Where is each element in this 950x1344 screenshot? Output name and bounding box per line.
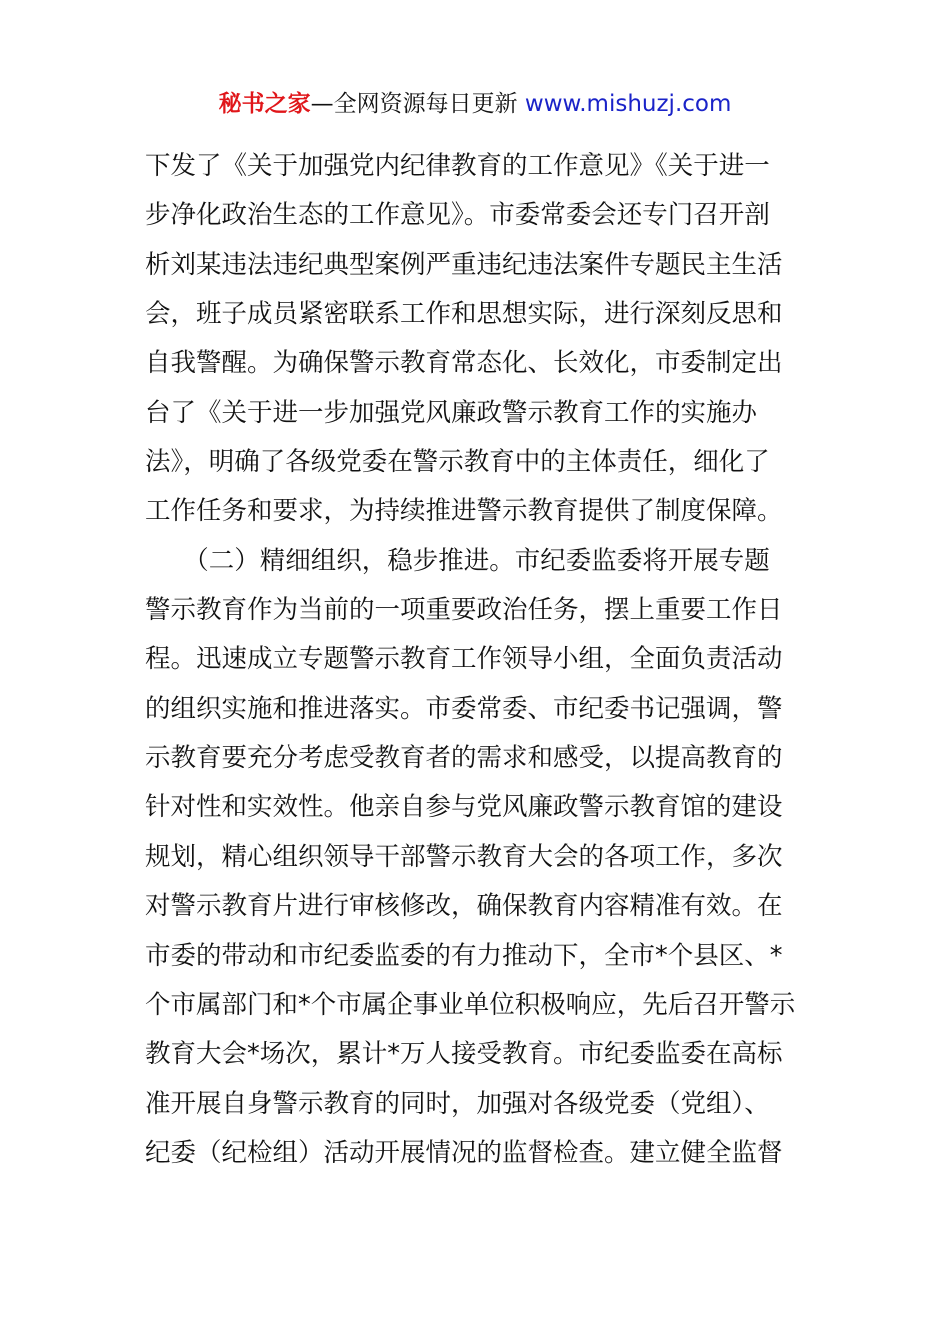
- text-line: 程。迅速成立专题警示教育工作领导小组，全面负责活动: [145, 644, 783, 675]
- text-line: 教育大会*场次，累计*万人接受教育。市纪委监委在高标: [145, 1039, 783, 1070]
- text-line: （二）精细组织，稳步推进。市纪委监委将开展专题: [145, 545, 770, 576]
- page-header: [0, 86, 950, 122]
- text-line: 工作任务和要求，为持续推进警示教育提供了制度保障。: [145, 496, 783, 527]
- text-line: 下发了《关于加强党内纪律教育的工作意见》《关于进一: [145, 151, 770, 181]
- text-line: 针对性和实效性。他亲自参与党风廉政警示教育馆的建设: [145, 792, 783, 823]
- text-line: 警示教育作为当前的一项重要政治任务，摆上重要工作日: [145, 595, 783, 626]
- document-body: [145, 142, 810, 1178]
- text-line: 会，班子成员紧密联系工作和思想实际，进行深刻反思和: [145, 299, 783, 330]
- site-tagline: —全网资源每日更新: [310, 91, 525, 117]
- text-line: 个市属部门和*个市属企事业单位积极响应，先后召开警示: [145, 989, 796, 1020]
- text-line: 规划，精心组织领导干部警示教育大会的各项工作，多次: [145, 841, 783, 872]
- text-line: 自我警醒。为确保警示教育常态化、长效化，市委制定出: [145, 348, 783, 379]
- text-line: 步净化政治生态的工作意见》。市委常委会还专门召开剖: [145, 200, 770, 231]
- text-line: 市委的带动和市纪委监委的有力推动下，全市*个县区、*: [145, 940, 783, 971]
- text-line: 对警示教育片进行审核修改，确保教育内容精准有效。在: [145, 891, 783, 922]
- text-line: 示教育要充分考虑受教育者的需求和感受，以提高教育的: [145, 743, 783, 774]
- text-line: 的组织实施和推进落实。市委常委、市纪委书记强调，警: [145, 693, 783, 724]
- text-line: 准开展自身警示教育的同时，加强对各级党委（党组）、: [145, 1088, 770, 1119]
- text-line: 析刘某违法违纪典型案例严重违纪违法案件专题民主生活: [145, 249, 783, 280]
- site-brand: 秘书之家: [218, 91, 311, 117]
- text-line: 法》，明确了各级党委在警示教育中的主体责任，细化了: [145, 447, 770, 478]
- text-line: 台了《关于进一步加强党风廉政警示教育工作的实施办: [145, 397, 758, 428]
- site-url-link[interactable]: www.mishuzj.com: [524, 91, 732, 117]
- text-line: 纪委（纪检组）活动开展情况的监督检查。建立健全监督: [145, 1137, 783, 1168]
